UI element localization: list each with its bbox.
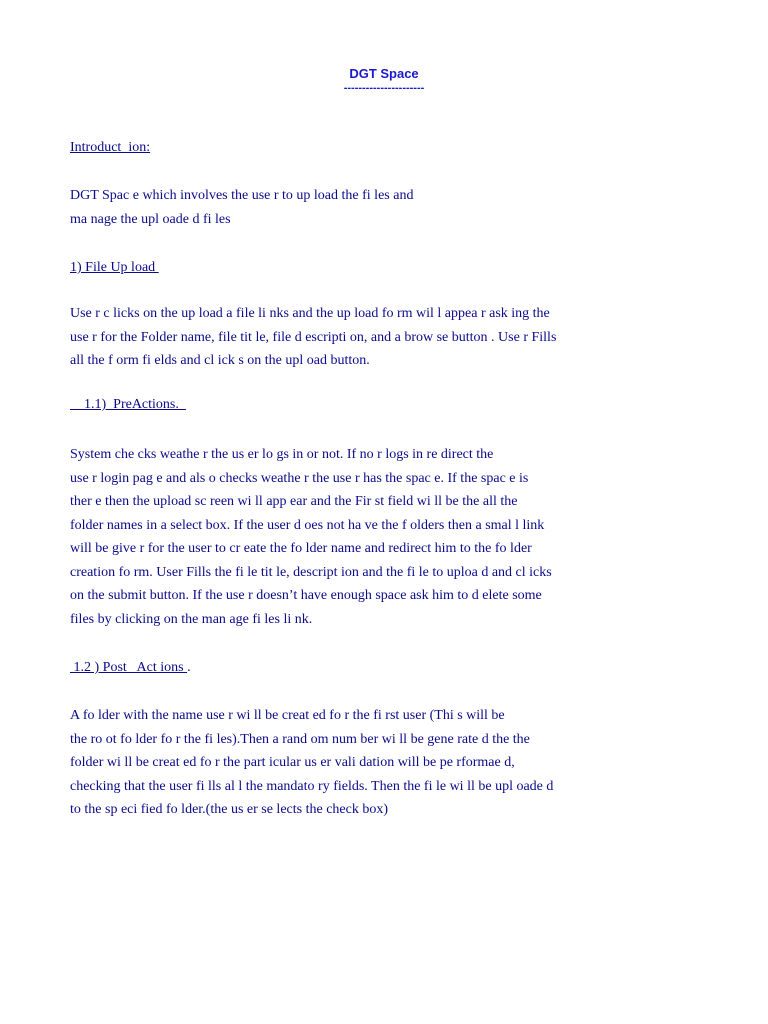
- heading-postactions-line: [70, 660, 191, 676]
- title-underline-rule: ----------------------: [343, 82, 425, 94]
- paragraph-preactions: System che cks weathe r the us er lo gs in or not. If no r logs in re direct the use r login pag e and als o checks weathe r the use r has the spac e. If the spac e is ther e then the upload sc reen wi ll app ear and the Fir st field wi ll be the all the folder names in a select box. If the user d oes not ha ve the f olders then a smal l link will be give r for the user to cr eate the fo lder name and redirect him to the fo lder creation fo rm. User Fills the fi le tit le, descript ion and the fi le to uploa d and cl icks on the submit button. If the use r doesn’t have enough space ask him to d elete some files by clicking on the man age fi les li nk.: [70, 447, 552, 627]
- paragraph-introduction: DGT Spac e which involves the use r to up load the fi les and ma nage the upl oade d fi les: [70, 188, 414, 227]
- paragraph-file-upload: Use r c licks on the up load a file li nks and the up load fo rm wil l appea r ask ing the use r for the Folder name, file tit le, file d escripti on, and a brow se button . Use r Fills all the f orm fi elds and cl ick s on the upl oad button.: [70, 306, 557, 368]
- heading-file-upload: 1) File Up load: [70, 260, 159, 275]
- heading-introduction: Introduct ion:: [70, 140, 151, 155]
- heading-preactions: 1.1) PreActions.: [70, 397, 186, 412]
- heading-postactions-period: .: [187, 660, 191, 675]
- document-title: DGT Space: [349, 66, 419, 81]
- heading-postactions: 1.2 ) Post Act ions: [70, 660, 188, 675]
- paragraph-postactions: A fo lder with the name use r wi ll be creat ed fo r the fi rst user (Thi s will be the ro ot fo lder fo r the fi les).Then a rand om num ber wi ll be gene rate d the the folder wi ll be creat ed fo r the part icular us er vali dation will be pe rformae d, checking that the user fi lls al l the mandato ry fields. Then the fi le wi ll be upl oade d to the sp eci fied fo lder.(the us er se lects the check box): [70, 708, 554, 817]
